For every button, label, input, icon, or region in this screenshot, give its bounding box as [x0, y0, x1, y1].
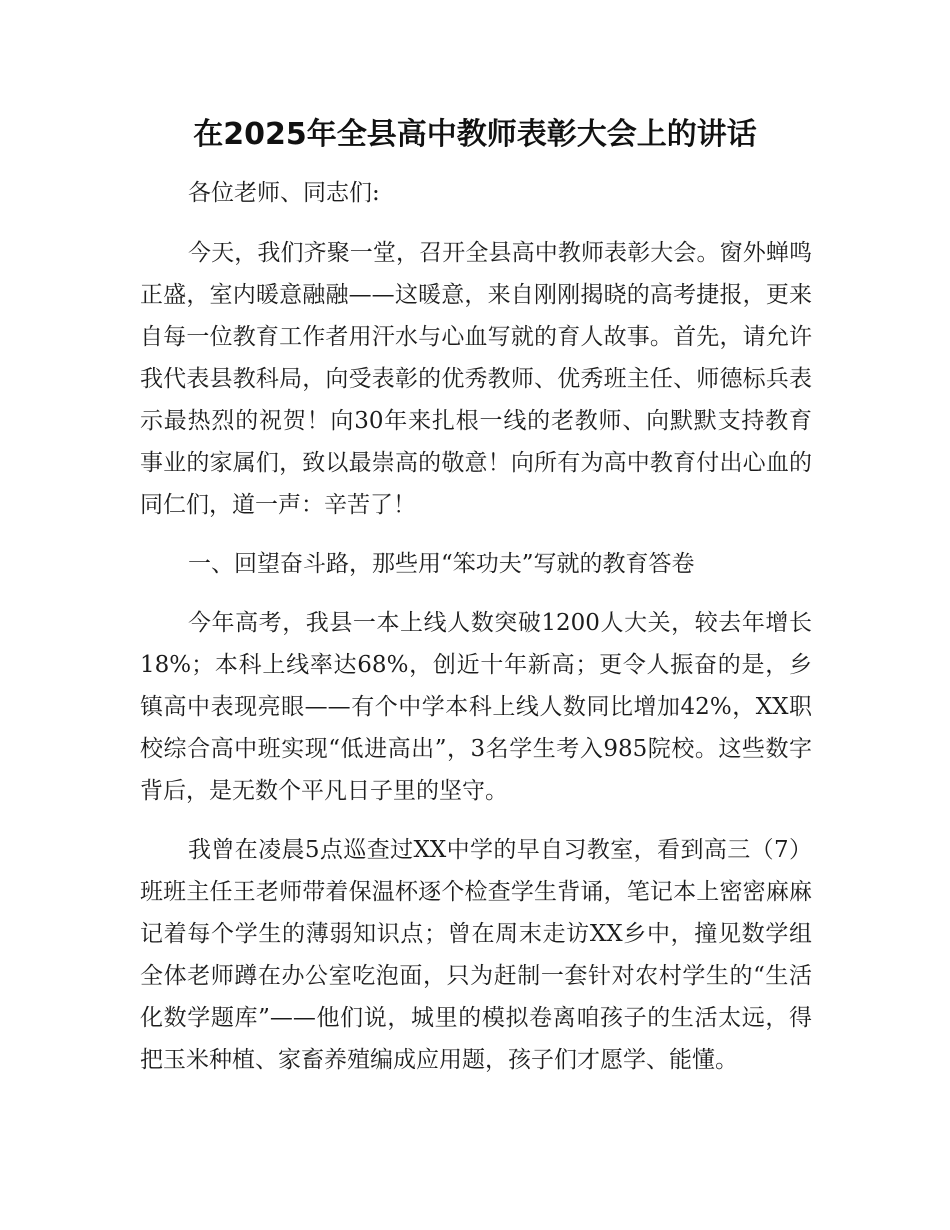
document-body — [140, 172, 812, 1098]
section-heading: 一、回望奋斗路，那些用“笨功夫”写就的教育答卷 — [188, 551, 695, 577]
salutation: 各位老师、同志们: — [188, 180, 380, 206]
document-title: 在2025年全县高中教师表彰大会上的讲话 — [193, 117, 757, 152]
opening-paragraph: 今天，我们齐聚一堂，召开全县高中教师表彰大会。窗外蝉鸣正盛，室内暖意融融——这暖意，来自刚刚揭晓的高考捷报，更来自每一位教育工作者用汗水与心血写就的育人故事。首先，请允许我代表县教科局，向受表彰的优秀教师、优秀班主任、师德标兵表示最热烈的祝贺！向30年来扎根一线的老教师、向默默支持教育事业的家属们，致以最崇高的敬意！向所有为高中教育付出心血的同仁们，道一声：辛苦了！ — [140, 240, 812, 518]
section-paragraph-stories: 我曾在凌晨5点巡查过XX中学的早自习教室，看到高三（7）班班主任王老师带着保温杯逐个检查学生背诵，笔记本上密密麻麻记着每个学生的薄弱知识点；曾在周末走访XX乡中，撞见数学组全体老师蹲在办公室吃泡面，只为赶制一套针对农村学生的“生活化数学题库”——他们说，城里的模拟卷离咱孩子的生活太远，得把玉米种植、家畜养殖编成应用题，孩子们才愿学、能懂。 — [140, 837, 812, 1073]
section-paragraph-results: 今年高考，我县一本上线人数突破1200人大关，较去年增长18%；本科上线率达68%，创近十年新高；更令人振奋的是，乡镇高中表现亮眼——有个中学本科上线人数同比增加42%，XX职校综合高中班实现“低进高出”，3名学生考入985院校。这些数字背后，是无数个平凡日子里的坚守。 — [140, 610, 812, 804]
